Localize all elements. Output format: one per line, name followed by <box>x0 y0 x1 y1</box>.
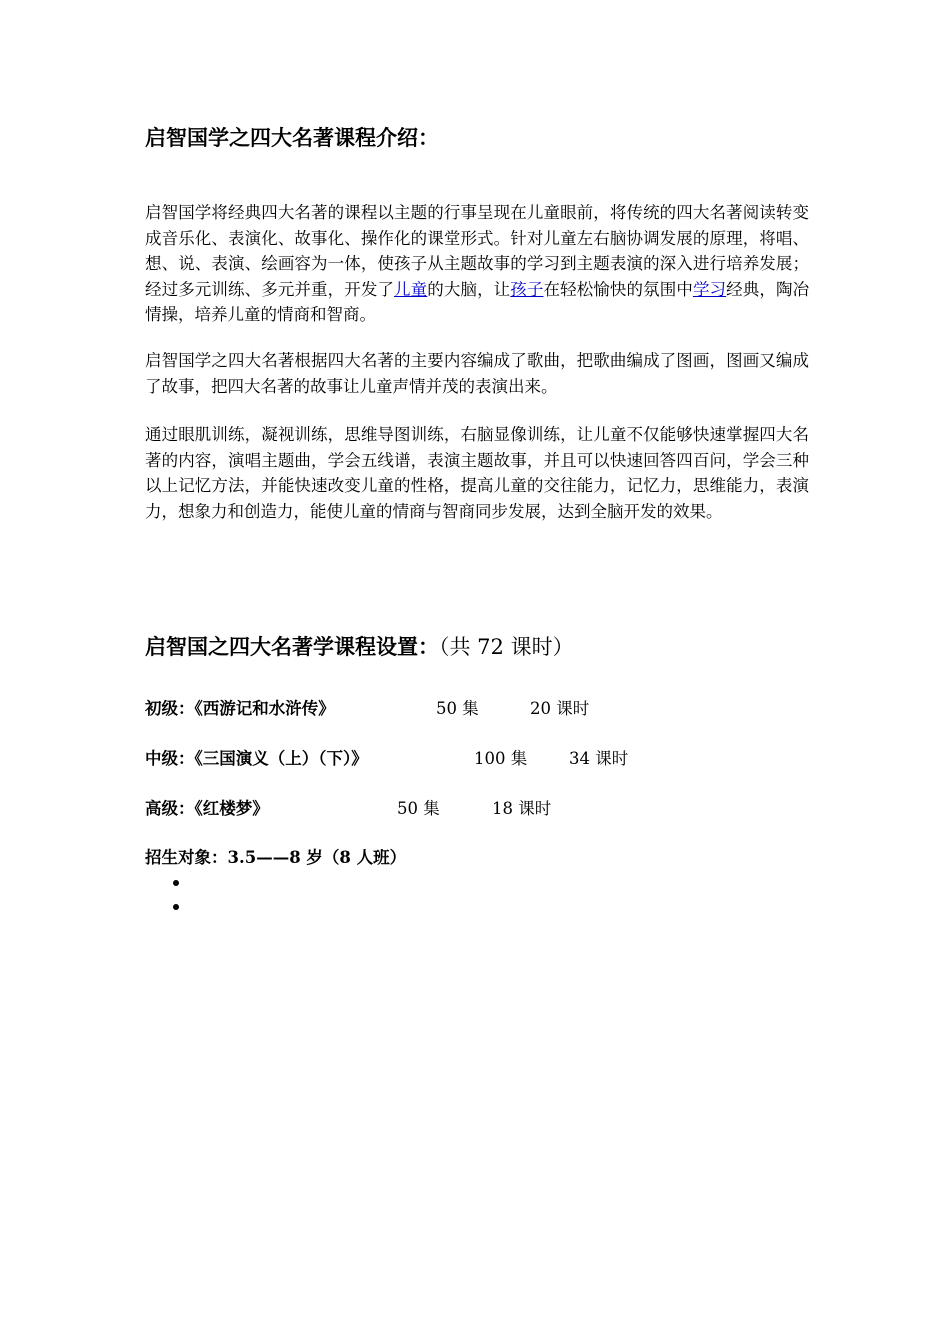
intro-p1-text-3: 在轻松愉快的氛围中 <box>543 279 693 299</box>
curriculum-title-text: 启智国之四大名著学课程设置： <box>145 634 439 659</box>
intro-paragraph-1 <box>145 200 809 328</box>
curriculum-title <box>145 633 574 661</box>
course-level-name: 初级：《西游记和水浒传》 <box>145 699 335 718</box>
intro-paragraph-2: 启智国学之四大名著根据四大名著的主要内容编成了歌曲，把歌曲编成了图画，图画又编成了故事，把四大名著的故事让儿童声情并茂的表演出来。 <box>145 351 809 396</box>
course-row-beginner <box>145 697 809 721</box>
course-episodes: 100 集 <box>474 749 528 768</box>
course-episodes: 50 集 <box>397 799 440 818</box>
intro-p1-text-2: 的大脑，让 <box>427 279 511 299</box>
course-hours: 20 课时 <box>530 699 590 718</box>
course-hours: 18 课时 <box>492 799 552 818</box>
link-kids[interactable]: 孩子 <box>510 279 544 299</box>
intro-p1-text-4: 经典，陶冶情操，培养儿童的情商和智商。 <box>145 279 810 324</box>
intro-paragraph-3: 通过眼肌训练，凝视训练，思维导图训练，右脑显像训练，让儿童不仅能够快速掌握四大名著的内容，演唱主题曲，学会五线谱，表演主题故事，并且可以快速回答四百问，学会三种以上记忆方法，并能快速改变儿童的性格，提高儿童的交往能力，记忆力，思维能力，表演力，想象力和创造力，能使儿童的情商与智商同步发展，达到全脑开发的效果。 <box>145 425 809 521</box>
course-hours: 34 课时 <box>569 749 629 768</box>
enrollment-info: 招生对象：3.5——8 岁（8 人班） <box>145 848 407 867</box>
curriculum-total-hours: （共 72 课时） <box>439 635 574 659</box>
intro-title: 启智国学之四大名著课程介绍： <box>145 125 439 150</box>
intro-p1-text-1: 启智国学将经典四大名著的课程以主题的行事呈现在儿童眼前，将传统的四大名著阅读转变成音乐化、表演化、故事化、操作化的课堂形式。针对儿童左右脑协调发展的原理，将唱、想、说、表演、绘画容为一体，使孩子从主题故事的学习到主题表演的深入进行培养发展；经过多元训练、多元并重，开发了 <box>145 203 809 299</box>
bullet-icon <box>173 904 179 910</box>
course-episodes: 50 集 <box>436 699 479 718</box>
course-level-name: 中级：《三国演义（上）（下）》 <box>145 749 368 768</box>
course-row-advanced <box>145 797 809 821</box>
course-level-name: 高级：《红楼梦》 <box>145 799 269 818</box>
link-children[interactable]: 儿童 <box>394 279 428 299</box>
bullet-icon <box>173 880 179 886</box>
link-study[interactable]: 学习 <box>692 279 727 299</box>
course-row-intermediate <box>145 747 809 771</box>
